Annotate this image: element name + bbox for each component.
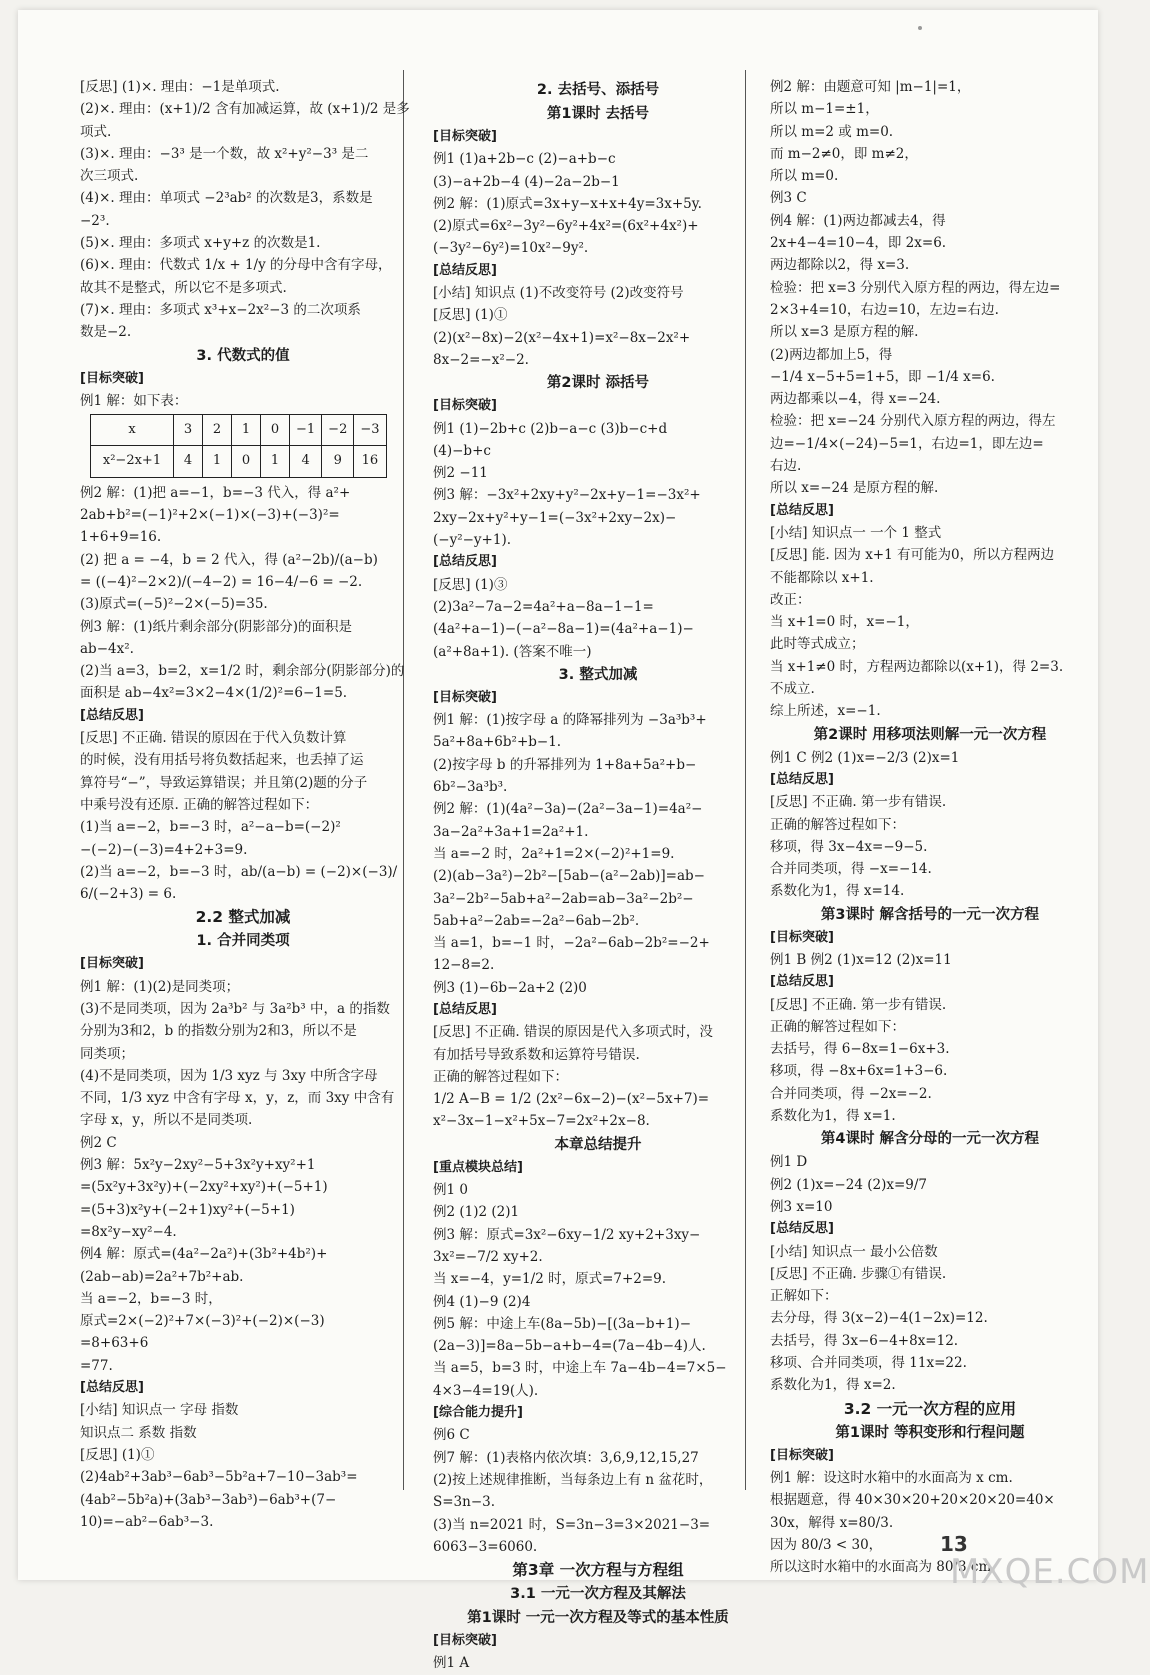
heading-polynomial-add: 3. 整式加减 <box>558 666 638 683</box>
text-line: [总结反思] <box>770 771 834 787</box>
text-line: 面积是 ab−4x²=3×2−4×(1/2)²=6−1=5. <box>80 685 348 702</box>
text-line: 系数化为1，得 x=1. <box>770 1108 896 1125</box>
heading-3-1-lesson-1: 第1课时 一元一次方程及等式的基本性质 <box>467 1610 729 1627</box>
heading-3-2-lesson-1: 第1课时 等积变形和行程问题 <box>835 1424 1025 1441</box>
col2-lines-d <box>433 1157 763 1558</box>
text-line: (3)−a+2b−4 (4)−2a−2b−1 <box>433 173 620 190</box>
text-line: (2a−3)]=8a−5b−a+b−4=(7a−4b−4)人. <box>433 1338 706 1355</box>
table-cell: 4 <box>174 446 203 477</box>
text-line: (4)×. 理由：单项式 −2³ab² 的次数是3，系数是 <box>80 190 373 207</box>
text-line: (2) 把 a = −4，b = 2 代入，得 (a²−2b)/(a−b) <box>80 551 378 568</box>
text-line: [目标突破] <box>433 129 497 144</box>
watermark: MXQE.COM <box>950 1552 1150 1592</box>
example-1-label: 例1 解：如下表： <box>80 392 188 409</box>
text-line: 合并同类项，得 −2x=−2. <box>770 1085 932 1102</box>
text-line: 例5 解：中途上车(8a−5b)−[(3a−b+1)− <box>433 1315 692 1332</box>
column-2 <box>433 78 763 1675</box>
text-line: (6)×. 理由：代数式 1/x + 1/y 的分母中含有字母， <box>80 257 392 274</box>
text-line: 例1 B 例2 (1)x=12 (2)x=11 <box>770 951 952 968</box>
table-cell: 1 <box>261 446 290 477</box>
table-cell: 1 <box>232 415 261 446</box>
text-line: [目标突破] <box>433 689 497 705</box>
text-line: 正解如下： <box>770 1288 838 1305</box>
text-line: 中乘号没有还原. 正确的解答过程如下： <box>80 796 319 813</box>
col2-lines-a <box>433 126 763 371</box>
text-line: 根据题意，得 40×30×20+20×20×20=40× <box>770 1492 1055 1509</box>
text-line: 不同，1/3 xyz 中含有字母 x，y，z，而 3xy 中含有 <box>80 1090 395 1107</box>
text-line: 数是−2. <box>80 324 132 341</box>
text-line: S=3n−3. <box>433 1494 496 1511</box>
table-cell: 0 <box>232 446 261 477</box>
text-line: [反思] 不正确. 步骤①有错误. <box>770 1265 947 1282</box>
text-line: (−y²−y+1). <box>433 532 512 549</box>
table-cell: x <box>91 415 174 446</box>
heading-brackets: 2. 去括号、添括号 <box>536 82 660 98</box>
text-line: [总结反思] <box>770 974 834 990</box>
heading-transposition: 第2课时 用移项法则解一元一次方程 <box>813 726 1047 743</box>
text-line: [总结反思] <box>433 554 497 570</box>
text-line: = ((−4)²−2×2)/(−4−2) = 16−4/−6 = −2. <box>80 573 363 590</box>
table-cell: 2 <box>203 415 232 446</box>
text-line: [重点模块总结] <box>433 1159 523 1175</box>
col3-lines-d <box>770 1151 1090 1396</box>
text-line: 例2 解：(1)(4a²−3a)−(2a²−3a−1)=4a²− <box>433 801 703 818</box>
text-line: 例6 C <box>433 1427 470 1444</box>
text-line: 6b²−3a³b³. <box>433 779 508 796</box>
text-line: 当 a=5，b=3 时，中途上车 7a−4b−4=7×5− <box>433 1360 727 1377</box>
text-line: −(−2)−(−3)=4+2+3=9. <box>80 841 248 858</box>
text-line: 有加括号导致系数和运算符号错误. <box>433 1046 640 1063</box>
text-line: [反思] (1)×. 理由：−1是单项式. <box>80 79 280 95</box>
table-cell: 0 <box>261 415 290 446</box>
text-line: [反思] 不正确. 错误的原因是代入多项式时，没 <box>433 1024 713 1041</box>
text-line: 2x+4−4=10−4，即 2x=6. <box>770 235 947 252</box>
col3-lines-c <box>770 927 1090 1128</box>
text-line: 例2 解：由题意可知 |m−1|=1， <box>770 79 971 95</box>
text-line: [小结] 知识点 (1)不改变符号 (2)改变符号 <box>433 285 684 302</box>
table-cell: 16 <box>354 446 386 477</box>
text-line: 移项、合并同类项，得 11x=22. <box>770 1355 967 1372</box>
text-line: (1)当 a=−2，b=−3 时，a²−a−b=(−2)² <box>80 819 341 836</box>
text-line: 不能都除以 x+1. <box>770 569 874 586</box>
text-line: 2×3+4=10，右边=10，左边=右边. <box>770 301 999 318</box>
text-line: 1/2 A−B = 1/2 (2x²−6x−2)−(x²−5x+7)= <box>433 1091 710 1108</box>
text-line: (3)原式=(−5)²−2×(−5)=35. <box>80 596 268 613</box>
col2-lines-b <box>433 395 763 663</box>
text-line: 3x²=−7/2 xy+2. <box>433 1248 543 1265</box>
text-line: 移项，得 3x−4x=−9−5. <box>770 838 928 855</box>
heading-brackets-equation: 第3课时 解含括号的一元一次方程 <box>820 906 1040 923</box>
table-cell: 3 <box>174 415 203 446</box>
text-line: 例2 (1)2 (2)1 <box>433 1204 520 1221</box>
text-line: (−3y²−6y²)=10x²−9y². <box>433 240 589 257</box>
text-line: 系数化为1，得 x=2. <box>770 1377 896 1394</box>
table-cell: 4 <box>290 446 322 477</box>
text-line: 例1 0 <box>433 1182 468 1199</box>
text-line: 10)=−ab²−6ab³−3. <box>80 1513 214 1530</box>
text-line: 当 a=−2 时，2a²+1=2×(−2)²+1=9. <box>433 845 675 862</box>
text-line: 例1 (1)−2b+c (2)b−a−c (3)b−c+d <box>433 420 668 437</box>
text-line: 改正： <box>770 591 811 608</box>
text-line: 例7 解：(1)表格内依次填：3,6,9,12,15,27 <box>433 1449 699 1466</box>
text-line: [总结反思] <box>433 262 497 278</box>
col2-lines-e <box>433 1630 763 1675</box>
text-line: 所以 m=2 或 m=0. <box>770 123 894 140</box>
text-line: 去分母，得 3(x−2)−4(1−2x)=12. <box>770 1310 988 1327</box>
table-cell: −3 <box>354 415 386 446</box>
page-number: 13 <box>940 1532 968 1556</box>
text-line: =(5+3)x²y+(−2+1)xy²+(−5+1) <box>80 1201 295 1218</box>
text-line: (4)−b+c <box>433 442 491 459</box>
table-row-expression <box>91 446 387 477</box>
text-line: 原式=2×(−2)²+7×(−3)²+(−2)×(−3) <box>80 1313 325 1330</box>
table-cell: −1 <box>290 415 322 446</box>
heading-lesson-2: 第2课时 添括号 <box>546 375 650 392</box>
text-line: (3)不是同类项，因为 2a³b² 与 3a²b³ 中，a 的指数 <box>80 1000 390 1017</box>
text-line: 右边. <box>770 458 802 475</box>
text-line: 检验：把 x=−24 分别代入原方程的两边，得左 <box>770 413 1056 430</box>
text-line: 算符号“−”，导致运算错误；并且第(2)题的分子 <box>80 774 368 791</box>
text-line: 例3 (1)−6b−2a+2 (2)0 <box>433 979 587 996</box>
text-line: 2xy−2x+y²+y−1=(−3x²+2xy−2x)− <box>433 509 677 526</box>
text-line: 去括号，得 3x−6−4+8x=12. <box>770 1332 959 1349</box>
text-line: (2)(x²−8x)−2(x²−4x+1)=x²−8x−2x²+ <box>433 329 691 346</box>
heading-2-2: 2.2 整式加减 <box>195 908 291 927</box>
goal-label: [目标突破] <box>80 370 144 386</box>
text-line: 当 a=−2，b=−3 时， <box>80 1290 222 1307</box>
text-line: 所以 x=−24 是原方程的解. <box>770 480 939 497</box>
text-line: (2)(ab−3a²)−2b²−[5ab−(a²−2ab)]=ab− <box>433 868 705 885</box>
text-line: (4a²+a−1)−(−a²−8a−1)=(4a²+a−1)− <box>433 621 694 638</box>
text-line: 例1 A <box>433 1655 470 1672</box>
text-line: 而 m−2≠0，即 m≠2， <box>770 145 918 162</box>
text-line: [反思] (1)① <box>433 307 508 324</box>
text-line: −2³. <box>80 212 110 229</box>
text-line: 例2 解：(1)把 a=−1，b=−3 代入，得 a²+ <box>80 484 351 501</box>
text-line: 当 x=−4，y=1/2 时，原式=7+2=9. <box>433 1271 667 1288</box>
text-line: 6063−3=6060. <box>433 1538 538 1555</box>
text-line: (5)×. 理由：多项式 x+y+z 的次数是1. <box>80 235 321 252</box>
text-line: 知识点二 系数 指数 <box>80 1424 197 1441</box>
heading-3-2: 3.2 一元一次方程的应用 <box>843 1399 1017 1418</box>
text-line: 正确的解答过程如下： <box>770 816 905 833</box>
text-line: [反思] 能. 因为 x+1 有可能为0，所以方程两边 <box>770 547 1055 564</box>
text-line: 例1 D <box>770 1154 808 1171</box>
text-line: 例3 C <box>770 190 807 207</box>
text-line: [目标突破] <box>770 1447 834 1463</box>
text-line: 项式. <box>80 123 112 140</box>
text-line: 例2 −11 <box>433 465 488 482</box>
text-line: [反思] (1)③ <box>433 576 508 593</box>
text-line: 例2 (1)x=−24 (2)x=9/7 <box>770 1176 927 1193</box>
table-cell: x²−2x+1 <box>91 446 174 477</box>
text-line: 此时等式成立； <box>770 636 865 653</box>
heading-chapter-3: 第3章 一次方程与方程组 <box>512 1561 684 1580</box>
text-line: (3)当 n=2021 时，S=3n−3=3×2021−3= <box>433 1516 711 1533</box>
text-line: 5ab+a²−2ab=−2a²−6ab−2b². <box>433 912 640 929</box>
text-line: (2)两边都加上5，得 <box>770 346 893 363</box>
text-line: 两边都乘以−4，得 x=−24. <box>770 391 941 408</box>
text-line: [总结反思] <box>80 707 144 723</box>
text-line: 边=−1/4×(−24)−5=1，右边=1，即左边= <box>770 435 1044 452</box>
text-line: (4ab²−5b²a)+(3ab³−3ab³)−6ab³+(7− <box>80 1491 337 1508</box>
text-line: 当 x+1≠0 时，方程两边都除以(x+1)，得 2=3. <box>770 658 1064 675</box>
text-line: (2ab−ab)=2a²+7b²+ab. <box>80 1268 244 1285</box>
text-line: [目标突破] <box>80 956 144 972</box>
text-line: [目标突破] <box>770 929 834 945</box>
text-line: [目标突破] <box>433 398 497 414</box>
column-1 <box>80 76 410 1533</box>
text-line: 故其不是整式，所以它不是多项式. <box>80 279 287 296</box>
text-line: =77. <box>80 1357 113 1374</box>
col1-lines-b <box>80 482 406 906</box>
text-line: 4×3−4=19(人). <box>433 1382 539 1399</box>
text-line: 分别为3和2，b 的指数分别为2和3，所以不是 <box>80 1023 357 1040</box>
text-line: 例1 解：设这时水箱中的水面高为 x cm. <box>770 1469 1013 1486</box>
text-line: 所以 m−1=±1， <box>770 101 879 118</box>
text-line: [小结] 知识点一 最小公倍数 <box>770 1243 938 1260</box>
text-line: 例1 解：(1)(2)是同类项； <box>80 978 240 995</box>
text-line: (2)按上述规律推断，当每条边上有 n 盆花时， <box>433 1471 713 1488</box>
value-table <box>90 414 387 478</box>
text-line: 例1 (1)a+2b−c (2)−a+b−c <box>433 151 616 168</box>
text-line: 合并同类项，得 −x=−14. <box>770 861 932 878</box>
text-line: [反思] (1)① <box>80 1446 155 1463</box>
text-line: 例3 解：5x²y−2xy²−5+3x²y+xy²+1 <box>80 1157 316 1174</box>
text-line: (2)当 a=−2，b=−3 时，ab/(a−b) = (−2)×(−3)/ <box>80 863 398 880</box>
text-line: 例4 (1)−9 (2)4 <box>433 1293 531 1310</box>
table-cell: 1 <box>203 446 232 477</box>
text-line: 因为 80/3 < 30， <box>770 1536 883 1553</box>
page-sheet <box>18 10 1098 1672</box>
text-line: =8x²y−xy²−4. <box>80 1223 177 1240</box>
text-line: 所以 x=3 是原方程的解. <box>770 324 919 341</box>
text-line: ab−4x². <box>80 640 134 657</box>
text-line: (2)3a²−7a−2=4a²+a−8a−1−1= <box>433 598 654 615</box>
text-line: [总结反思] <box>770 1221 834 1237</box>
text-line: [目标突破] <box>433 1633 497 1649</box>
col3-lines-a <box>770 76 1090 723</box>
text-line: 检验：把 x=3 分别代入原方程的两边，得左边= <box>770 279 1061 296</box>
text-line: 两边都除以2，得 x=3. <box>770 257 910 274</box>
heading-3-1: 3.1 一元一次方程及其解法 <box>510 1586 686 1603</box>
text-line: 12−8=2. <box>433 957 495 974</box>
heading-algebraic-value: 3. 代数式的值 <box>196 347 290 364</box>
col1-lines-c <box>80 953 406 1533</box>
text-line: [综合能力提升] <box>433 1405 523 1421</box>
text-line: 同类项； <box>80 1045 134 1062</box>
text-line: (2)4ab²+3ab³−6ab³−5b²a+7−10−3ab³= <box>80 1469 358 1486</box>
col1-lines-a <box>80 76 410 344</box>
text-line: −1/4 x−5+5=1+5，即 −1/4 x=6. <box>770 368 995 385</box>
text-line: 30x，解得 x=80/3. <box>770 1514 894 1531</box>
text-line: 所以这时水箱中的水面高为 80/3 cm. <box>770 1559 996 1576</box>
text-line: 例1 解：(1)按字母 a 的降幂排列为 −3a³b³+ <box>433 712 707 729</box>
text-line: 例3 解：(1)纸片剩余部分(阴影部分)的面积是 <box>80 618 353 635</box>
heading-lesson-1: 第1课时 去括号 <box>546 106 650 122</box>
table-cell: 9 <box>322 446 354 477</box>
text-line: 所以 m=0. <box>770 168 839 185</box>
text-line: 次三项式. <box>80 168 139 185</box>
text-line: [总结反思] <box>433 1001 497 1017</box>
heading-combine-like-terms: 1. 合并同类项 <box>196 933 290 950</box>
text-line: 不成立. <box>770 681 815 698</box>
text-line: [反思] 不正确. 第一步有错误. <box>770 996 947 1013</box>
text-line: [小结] 知识点一 一个 1 整式 <box>770 524 942 541</box>
column-3 <box>770 76 1090 1578</box>
text-line: 当 a=1，b=−1 时，−2a²−6ab−2b²=−2+ <box>433 935 710 952</box>
text-line: (3)×. 理由：−3³ 是一个数，故 x²+y²−3³ 是二 <box>80 145 369 162</box>
text-line: =(5x²y+3x²y)+(−2xy²+xy²)+(−5+1) <box>80 1179 328 1196</box>
text-line: 例3 解：原式=3x²−6xy−1/2 xy+2+3xy− <box>433 1226 701 1243</box>
col2-lines-c <box>433 687 763 1133</box>
text-line: 6/(−2+3) = 6. <box>80 886 177 903</box>
text-line: 3a−2a²+3a+1=2a²+1. <box>433 823 589 840</box>
text-line: 字母 x，y，所以不是同类项. <box>80 1112 253 1129</box>
text-line: [总结反思] <box>80 1380 144 1396</box>
text-line: (2)当 a=3，b=2，x=1/2 时，剩余部分(阴影部分)的 <box>80 663 405 680</box>
text-line: 当 x+1=0 时，x=−1， <box>770 614 919 631</box>
text-line: [反思] 不正确. 错误的原因在于代入负数计算 <box>80 730 347 747</box>
heading-chapter-summary: 本章总结提升 <box>554 1136 642 1153</box>
text-line: 8x−2=−x²−2. <box>433 351 529 368</box>
text-line: 例1 C 例2 (1)x=−2/3 (2)x=1 <box>770 749 960 766</box>
text-line: 正确的解答过程如下： <box>433 1068 568 1085</box>
text-line: 的时候，没有用括号将负数括起来，也丢掉了运 <box>80 752 364 769</box>
text-line: 2ab+b²=(−1)²+2×(−1)×(−3)+(−3)²= <box>80 507 340 524</box>
text-line: (4)不是同类项，因为 1/3 xyz 与 3xy 中所含字母 <box>80 1067 378 1084</box>
text-line: [小结] 知识点一 字母 指数 <box>80 1402 239 1419</box>
text-line: 例3 x=10 <box>770 1198 833 1215</box>
text-line: 移项，得 −8x+6x=1+3−6. <box>770 1063 948 1080</box>
text-line: 例3 解：−3x²+2xy+y²−2x+y−1=−3x²+ <box>433 487 701 504</box>
text-line: 例2 解：(1)原式=3x+y−x+x+4y=3x+5y. <box>433 195 702 212</box>
text-line: (7)×. 理由：多项式 x³+x−2x²−3 的二次项系 <box>80 301 361 318</box>
text-line: 去括号，得 6−8x=1−6x+3. <box>770 1041 950 1058</box>
text-line: 综上所述，x=−1. <box>770 703 881 720</box>
text-line: 1+6+9=16. <box>80 529 162 546</box>
text-line: [总结反思] <box>770 502 834 518</box>
text-line: =8+63+6 <box>80 1335 149 1352</box>
text-line: (2)×. 理由：(x+1)/2 含有加减运算，故 (x+1)/2 是多 <box>80 101 410 118</box>
text-line: 系数化为1，得 x=14. <box>770 883 905 900</box>
table-row-x <box>91 415 387 446</box>
text-line: 5a²+8a+6b²+b−1. <box>433 734 562 751</box>
text-line: 例4 解：原式=(4a²−2a²)+(3b²+4b²)+ <box>80 1246 328 1263</box>
heading-fraction-equation: 第4课时 解含分母的一元一次方程 <box>820 1131 1040 1148</box>
table-cell: −2 <box>322 415 354 446</box>
text-line: (2)原式=6x²−3y²−6y²+4x²=(6x²+4x²)+ <box>433 218 699 235</box>
text-line: 正确的解答过程如下： <box>770 1018 905 1035</box>
text-line: 例2 C <box>80 1134 117 1151</box>
text-line: 例4 解：(1)两边都减去4，得 <box>770 212 946 229</box>
text-line: (2)按字母 b 的升幂排列为 1+8a+5a²+b− <box>433 756 697 773</box>
text-line: 3a²−2b²−5ab+a²−2ab=ab−3a²−2b²− <box>433 890 694 907</box>
speck <box>918 26 922 30</box>
text-line: [反思] 不正确. 第一步有错误. <box>770 794 947 811</box>
text-line: (a²+8a+1). (答案不唯一) <box>433 643 592 660</box>
text-line: x²−3x−1−x²+5x−7=2x²+2x−8. <box>433 1113 650 1130</box>
col3-lines-b <box>770 747 1090 903</box>
